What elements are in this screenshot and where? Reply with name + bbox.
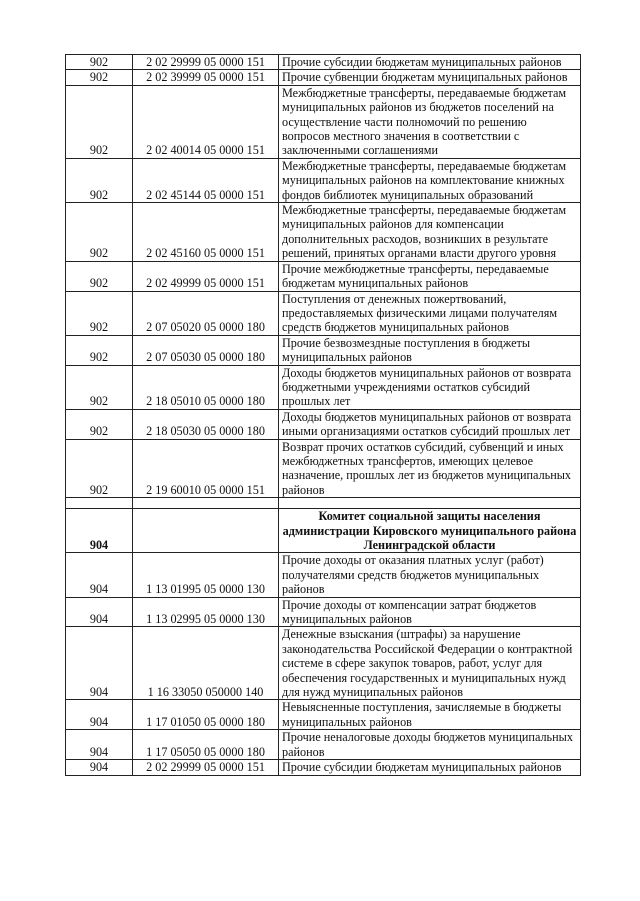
revenue-code-cell: 2 02 29999 05 0000 151 — [133, 55, 279, 70]
admin-code-cell: 902 — [66, 158, 133, 202]
admin-code-cell: 904 — [66, 597, 133, 627]
admin-code-cell: 902 — [66, 70, 133, 85]
revenue-code-cell: 2 02 39999 05 0000 151 — [133, 70, 279, 85]
revenue-code-cell: 1 17 01050 05 0000 180 — [133, 700, 279, 730]
table-row — [66, 70, 581, 85]
table-row — [66, 335, 581, 365]
revenue-code-cell: 2 02 49999 05 0000 151 — [133, 261, 279, 291]
revenue-name-cell: Прочие субсидии бюджетам муниципальных районов — [279, 55, 581, 70]
admin-code-cell: 902 — [66, 439, 133, 498]
table-row — [66, 760, 581, 775]
revenue-code-cell: 2 18 05030 05 0000 180 — [133, 409, 279, 439]
admin-code-cell: 902 — [66, 203, 133, 262]
revenue-code-cell: 1 13 01995 05 0000 130 — [133, 553, 279, 597]
table-body — [66, 55, 581, 776]
revenue-name-cell: Денежные взыскания (штрафы) за нарушение законодательства Российской Федерации о контрактной системе в сфере закупок товаров, работ, услуг для обеспечения государственных и муниципальных нужд для нужд муниципальных районов — [279, 627, 581, 700]
admin-code-cell: 902 — [66, 85, 133, 158]
revenue-name-cell: Межбюджетные трансферты, передаваемые бюджетам муниципальных районов из бюджетов поселений на осуществление части полномочий по решению вопросов местного значения в соответствии с заключенными соглашениями — [279, 85, 581, 158]
table-row — [66, 700, 581, 730]
revenue-code-cell: 2 07 05020 05 0000 180 — [133, 291, 279, 335]
revenue-name-cell: Возврат прочих остатков субсидий, субвенций и иных межбюджетных трансфертов, имеющих целевое назначение, прошлых лет из бюджетов муниципальных районов — [279, 439, 581, 498]
table-row — [66, 55, 581, 70]
revenue-code-cell — [133, 498, 279, 509]
table-row — [66, 627, 581, 700]
revenue-name-cell: Невыясненные поступления, зачисляемые в бюджеты муниципальных районов — [279, 700, 581, 730]
section-heading-row — [66, 509, 581, 553]
revenue-name-cell: Доходы бюджетов муниципальных районов от возврата иными организациями остатков субсидий прошлых лет — [279, 409, 581, 439]
admin-code-cell — [66, 498, 133, 509]
table-row — [66, 158, 581, 202]
spacer-row — [66, 498, 581, 509]
revenue-name-cell: Межбюджетные трансферты, передаваемые бюджетам муниципальных районов на комплектование книжных фондов библиотек муниципальных образований — [279, 158, 581, 202]
revenue-name-cell: Доходы бюджетов муниципальных районов от возврата бюджетными учреждениями остатков субсидий прошлых лет — [279, 365, 581, 409]
revenue-name-cell: Поступления от денежных пожертвований, предоставляемых физическими лицами получателям средств бюджетов муниципальных районов — [279, 291, 581, 335]
revenue-code-cell: 1 17 05050 05 0000 180 — [133, 730, 279, 760]
revenue-name-cell: Прочие неналоговые доходы бюджетов муниципальных районов — [279, 730, 581, 760]
table-row — [66, 597, 581, 627]
revenue-code-cell — [133, 509, 279, 553]
table-row — [66, 553, 581, 597]
table-row — [66, 261, 581, 291]
table-row — [66, 439, 581, 498]
revenue-code-cell: 2 02 45144 05 0000 151 — [133, 158, 279, 202]
table-row — [66, 730, 581, 760]
revenue-code-cell: 2 02 45160 05 0000 151 — [133, 203, 279, 262]
revenue-code-cell: 2 18 05010 05 0000 180 — [133, 365, 279, 409]
admin-code-cell: 902 — [66, 409, 133, 439]
admin-code-cell: 904 — [66, 509, 133, 553]
admin-code-cell: 904 — [66, 700, 133, 730]
revenue-code-cell: 2 07 05030 05 0000 180 — [133, 335, 279, 365]
revenue-name-cell: Межбюджетные трансферты, передаваемые бюджетам муниципальных районов для компенсации дополнительных расходов, возникших в результате решений, принятых органами власти другого уровня — [279, 203, 581, 262]
revenue-name-cell: Прочие субвенции бюджетам муниципальных районов — [279, 70, 581, 85]
revenue-code-cell: 1 13 02995 05 0000 130 — [133, 597, 279, 627]
table-row — [66, 365, 581, 409]
revenue-name-cell: Прочие субсидии бюджетам муниципальных районов — [279, 760, 581, 775]
revenue-name-cell: Комитет социальной защиты населения администрации Кировского муниципального района Ленинградской области — [279, 509, 581, 553]
admin-code-cell: 904 — [66, 553, 133, 597]
revenue-name-cell: Прочие безвозмездные поступления в бюджеты муниципальных районов — [279, 335, 581, 365]
admin-code-cell: 902 — [66, 335, 133, 365]
table-row — [66, 291, 581, 335]
revenue-name-cell: Прочие доходы от оказания платных услуг (работ) получателями средств бюджетов муниципальных районов — [279, 553, 581, 597]
admin-code-cell: 902 — [66, 261, 133, 291]
table-row — [66, 85, 581, 158]
revenue-name-cell — [279, 498, 581, 509]
revenue-name-cell: Прочие межбюджетные трансферты, передаваемые бюджетам муниципальных районов — [279, 261, 581, 291]
revenue-code-cell: 2 02 40014 05 0000 151 — [133, 85, 279, 158]
revenue-classification-table — [65, 54, 581, 776]
admin-code-cell: 902 — [66, 55, 133, 70]
table-row — [66, 409, 581, 439]
revenue-code-cell: 1 16 33050 050000 140 — [133, 627, 279, 700]
admin-code-cell: 902 — [66, 291, 133, 335]
revenue-name-cell: Прочие доходы от компенсации затрат бюджетов муниципальных районов — [279, 597, 581, 627]
admin-code-cell: 904 — [66, 760, 133, 775]
admin-code-cell: 904 — [66, 627, 133, 700]
revenue-code-cell: 2 19 60010 05 0000 151 — [133, 439, 279, 498]
admin-code-cell: 902 — [66, 365, 133, 409]
revenue-code-cell: 2 02 29999 05 0000 151 — [133, 760, 279, 775]
table-row — [66, 203, 581, 262]
admin-code-cell: 904 — [66, 730, 133, 760]
